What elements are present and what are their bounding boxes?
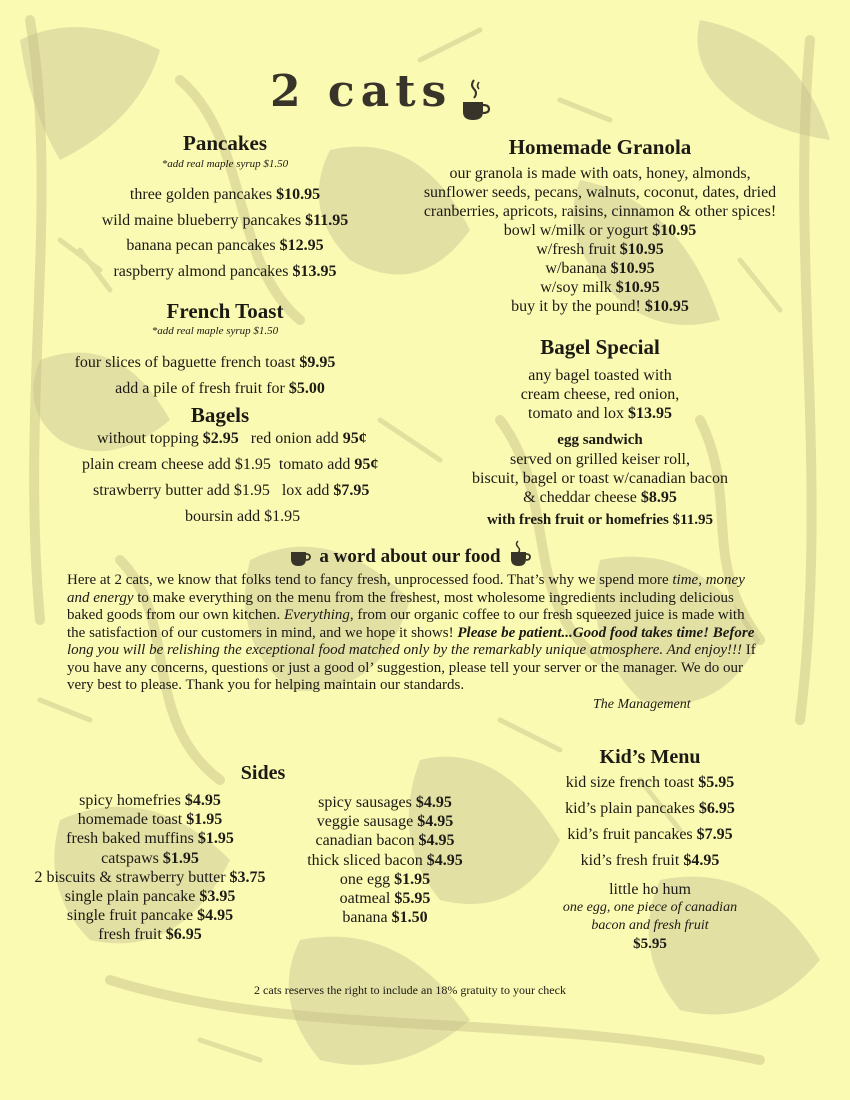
french-toast-syrup-note: *add real maple syrup $1.50 xyxy=(151,325,279,337)
egg-sandwich-extra: with fresh fruit or homefries $11.95 xyxy=(486,512,714,528)
menu-item: four slices of baguette french toast $9.95 xyxy=(74,354,336,371)
about-heading: a word about our food xyxy=(319,545,501,567)
menu-item: 2 biscuits & strawberry butter $3.75 xyxy=(34,868,266,886)
menu-item: banana $1.50 xyxy=(342,909,428,927)
about-line: very best to please. Thank you for helping maintain our standards. xyxy=(67,677,465,693)
pancakes-section xyxy=(40,130,410,284)
french-toast-section xyxy=(40,298,410,402)
menu-item: thick sliced bacon $4.95 xyxy=(307,851,463,869)
menu-item: canadian bacon $4.95 xyxy=(315,832,455,850)
menu-item: catspaws $1.95 xyxy=(101,849,199,867)
pancakes-heading: Pancakes xyxy=(183,131,267,155)
menu-item: fresh baked muffins $1.95 xyxy=(66,830,234,848)
menu-item: veggie sausage $4.95 xyxy=(316,813,454,831)
kids-menu-section xyxy=(530,744,770,954)
menu-item: kid’s plain pancakes $6.95 xyxy=(565,800,735,817)
menu-item: buy it by the pound! $10.95 xyxy=(511,298,689,315)
menu-item: boursin add $1.95 xyxy=(185,508,301,525)
menu-item: without topping $2.95 red onion add 95¢ xyxy=(97,430,367,447)
bagel-special-heading: Bagel Special xyxy=(540,335,660,359)
about-line: and energy to make everything on the menu from the freshest, most wholesome ingredients including delicious xyxy=(67,589,734,606)
about-line: Here at 2 cats, we know that folks tend to fancy fresh, unprocessed food. That’s why we spend more time, money xyxy=(67,572,745,588)
kids-menu-heading: Kid’s Menu xyxy=(599,746,701,768)
menu-item: kid size french toast $5.95 xyxy=(565,774,735,791)
coffee-cup-icon xyxy=(509,540,531,573)
menu-item: add a pile of fresh fruit for $5.00 xyxy=(115,380,325,397)
menu-item: single fruit pancake $4.95 xyxy=(66,907,234,925)
granola-description-line: our granola is made with oats, honey, almonds, xyxy=(449,165,751,182)
bagel-special-line: tomato and lox $13.95 xyxy=(528,405,672,422)
sides-heading: Sides xyxy=(240,762,286,784)
egg-sandwich-line: biscuit, bagel or toast w/canadian bacon xyxy=(472,470,728,487)
menu-item: w/banana $10.95 xyxy=(545,260,655,277)
menu-item: fresh fruit $6.95 xyxy=(98,926,202,944)
coffee-cup-icon xyxy=(460,78,490,127)
about-line: long you will be relishing the exceptional food matched only by the remarkably unique atmosphere. And enjoy!!! If xyxy=(67,642,756,658)
sides-left-list xyxy=(20,791,280,945)
menu-item: banana pecan pancakes $12.95 xyxy=(126,237,324,254)
menu-item: homemade toast $1.95 xyxy=(77,811,223,829)
granola-section xyxy=(410,134,790,316)
menu-item: oatmeal $5.95 xyxy=(339,890,431,908)
menu-item: kid’s fruit pancakes $7.95 xyxy=(567,826,733,843)
little-ho-hum-desc: one egg, one piece of canadian xyxy=(562,900,738,915)
french-toast-heading: French Toast xyxy=(166,299,284,323)
menu-item: spicy sausages $4.95 xyxy=(318,794,452,811)
menu-item: spicy homefries $4.95 xyxy=(79,792,221,809)
menu-item: plain cream cheese add $1.95 tomato add 95¢ xyxy=(82,456,379,473)
egg-sandwich-line: served on grilled keiser roll, xyxy=(510,451,690,468)
page-title: 2 cats xyxy=(270,66,453,117)
management-signature: The Management xyxy=(593,697,691,712)
menu-item: one egg $1.95 xyxy=(339,870,431,888)
granola-description-line: cranberries, apricots, raisins, cinnamon & other spices! xyxy=(423,203,777,220)
egg-sandwich-heading: egg sandwich xyxy=(557,432,643,448)
about-paragraph xyxy=(67,572,787,695)
header xyxy=(270,66,530,126)
bagel-special-line: cream cheese, red onion, xyxy=(520,386,680,403)
coffee-cup-icon xyxy=(289,540,311,573)
bagels-section xyxy=(40,402,410,428)
bagel-special-line: any bagel toasted with xyxy=(528,367,672,384)
egg-sandwich-line: & cheddar cheese $8.95 xyxy=(523,489,677,506)
menu-item: w/soy milk $10.95 xyxy=(540,279,660,296)
about-heading-row xyxy=(270,540,550,568)
menu-item: three golden pancakes $10.95 xyxy=(129,186,321,203)
granola-description-line: sunflower seeds, pecans, walnuts, coconut, dates, dried xyxy=(423,184,777,201)
menu-item: kid’s fresh fruit $4.95 xyxy=(580,852,720,869)
menu-item: w/fresh fruit $10.95 xyxy=(536,241,664,258)
about-line: the satisfaction of our customers in mind, and we hope it shows! Please be patient...Good food takes time! Before xyxy=(67,624,755,641)
menu-item: strawberry butter add $1.95 lox add $7.95 xyxy=(93,482,370,499)
little-ho-hum-name: little ho hum xyxy=(609,881,691,898)
menu-item: bowl w/milk or yogurt $10.95 xyxy=(503,222,697,239)
pancakes-syrup-note: *add real maple syrup $1.50 xyxy=(161,158,289,170)
sides-right-list xyxy=(290,793,480,927)
granola-heading: Homemade Granola xyxy=(508,135,692,159)
little-ho-hum-desc: bacon and fresh fruit xyxy=(591,918,709,933)
menu-item: wild maine blueberry pancakes $11.95 xyxy=(101,211,349,229)
about-line: baked goods from our own kitchen. Everything, from our organic coffee to our fresh squeezed juice is made with xyxy=(67,607,745,623)
menu-item: single plain pancake $3.95 xyxy=(64,888,236,906)
bagels-heading: Bagels xyxy=(190,403,250,427)
about-line: you have any concerns, questions or just a good ol’ suggestion, please tell your server or the manager. We do our xyxy=(67,659,743,676)
gratuity-note: 2 cats reserves the right to include an 18% gratuity to your check xyxy=(254,983,566,997)
bagel-special-section xyxy=(410,334,790,530)
menu-item: raspberry almond pancakes $13.95 xyxy=(113,262,337,280)
little-ho-hum-price: $5.95 xyxy=(633,936,667,952)
